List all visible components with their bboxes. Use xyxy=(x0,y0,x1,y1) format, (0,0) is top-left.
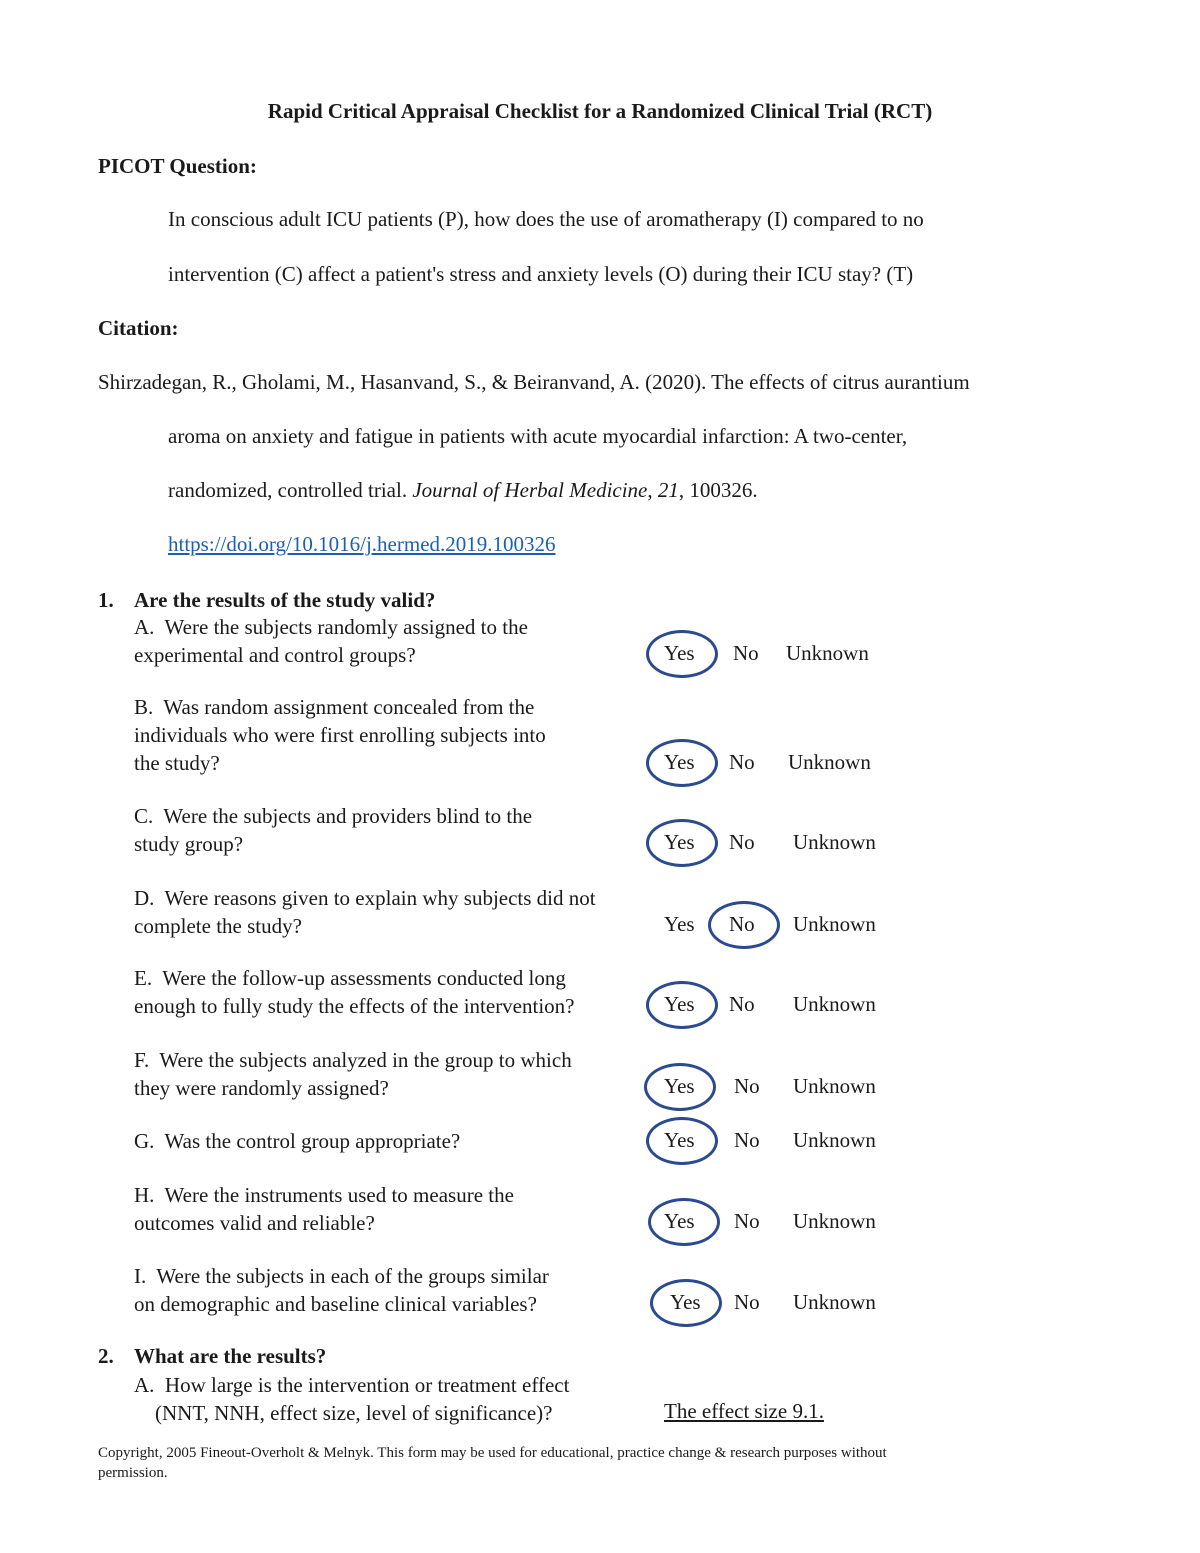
section-2-heading: What are the results? xyxy=(134,1344,327,1368)
journal-name: Journal of Herbal Medicine xyxy=(412,478,648,502)
selected-answer-circle xyxy=(650,1279,722,1327)
question-text: Was the control group appropriate? xyxy=(164,1129,461,1153)
selected-answer-circle xyxy=(646,1117,718,1165)
question-1e xyxy=(134,964,575,1020)
doi-link[interactable]: https://doi.org/10.1016/j.hermed.2019.100326 xyxy=(168,532,556,556)
question-1c xyxy=(134,802,532,858)
answer-no[interactable]: No xyxy=(729,830,755,854)
picot-heading: PICOT Question: xyxy=(98,154,257,178)
question-letter: A. xyxy=(134,615,155,639)
footer-line-1: Copyright, 2005 Fineout-Overholt & Melnyk. This form may be used for educational, practice change & research purposes without xyxy=(98,1445,887,1461)
answer-yes[interactable]: Yes xyxy=(664,912,695,936)
citation-comma: , xyxy=(647,478,658,502)
footer-line-2: permission. xyxy=(98,1465,168,1481)
answer-yes[interactable]: Yes xyxy=(664,750,695,774)
answer-unknown[interactable]: Unknown xyxy=(793,1074,876,1098)
answer-no[interactable]: No xyxy=(729,992,755,1016)
question-text: enough to fully study the effects of the intervention? xyxy=(134,994,575,1018)
question-text: Were the subjects in each of the groups similar xyxy=(156,1264,549,1288)
answer-yes[interactable]: Yes xyxy=(664,992,695,1016)
answer-no[interactable]: No xyxy=(729,912,755,936)
citation-heading: Citation: xyxy=(98,316,179,340)
answer-yes[interactable]: Yes xyxy=(664,830,695,854)
answer-no[interactable]: No xyxy=(734,1209,760,1233)
selected-answer-circle xyxy=(646,819,718,867)
question-text: study group? xyxy=(134,832,244,856)
question-text: Were the follow-up assessments conducted long xyxy=(162,966,566,990)
question-text: on demographic and baseline clinical variables? xyxy=(134,1292,537,1316)
question-text: Was random assignment concealed from the xyxy=(163,695,535,719)
answer-unknown[interactable]: Unknown xyxy=(788,750,871,774)
question-letter: D. xyxy=(134,886,155,910)
section-1-number: 1. xyxy=(98,588,114,612)
question-letter: B. xyxy=(134,695,154,719)
answer-unknown[interactable]: Unknown xyxy=(793,912,876,936)
question-2a xyxy=(134,1371,569,1427)
answer-no[interactable]: No xyxy=(734,1128,760,1152)
question-letter: G. xyxy=(134,1129,155,1153)
citation-line-3 xyxy=(168,478,758,503)
section-1-heading: Are the results of the study valid? xyxy=(134,588,436,612)
question-text: Were reasons given to explain why subjects did not xyxy=(164,886,596,910)
selected-answer-circle xyxy=(648,1198,720,1246)
citation-line-3-post: , 100326. xyxy=(678,478,758,502)
question-letter: A. xyxy=(134,1373,155,1397)
question-1f xyxy=(134,1046,572,1102)
question-1h xyxy=(134,1181,514,1237)
selected-answer-circle xyxy=(644,1063,716,1111)
selected-answer-circle xyxy=(646,981,718,1029)
question-text: complete the study? xyxy=(134,914,302,938)
document-title: Rapid Critical Appraisal Checklist for a Randomized Clinical Trial (RCT) xyxy=(267,99,933,123)
answer-yes[interactable]: Yes xyxy=(664,641,695,665)
question-letter: H. xyxy=(134,1183,155,1207)
answer-yes[interactable]: Yes xyxy=(670,1290,701,1314)
question-1b xyxy=(134,693,546,777)
question-letter: E. xyxy=(134,966,153,990)
answer-unknown[interactable]: Unknown xyxy=(793,830,876,854)
question-1a xyxy=(134,613,528,669)
answer-yes[interactable]: Yes xyxy=(664,1209,695,1233)
selected-answer-circle xyxy=(708,901,780,949)
question-text: Were the subjects randomly assigned to the xyxy=(164,615,528,639)
question-letter: C. xyxy=(134,804,154,828)
question-text: Were the subjects analyzed in the group to which xyxy=(159,1048,572,1072)
question-text: they were randomly assigned? xyxy=(134,1076,389,1100)
question-1d xyxy=(134,884,596,940)
question-letter: I. xyxy=(134,1264,147,1288)
question-text: Were the instruments used to measure the xyxy=(164,1183,514,1207)
question-text: experimental and control groups? xyxy=(134,643,416,667)
question-text: How large is the intervention or treatment effect xyxy=(164,1373,570,1397)
section-2-number: 2. xyxy=(98,1344,114,1368)
picot-line-2: intervention (C) affect a patient's stress and anxiety levels (O) during their ICU stay? (T) xyxy=(168,262,914,286)
question-letter: F. xyxy=(134,1048,150,1072)
copyright-footer xyxy=(98,1443,887,1483)
answer-no[interactable]: No xyxy=(729,750,755,774)
selected-answer-circle xyxy=(646,630,718,678)
citation-line-1: Shirzadegan, R., Gholami, M., Hasanvand, S., & Beiranvand, A. (2020). The effects of citrus aurantium xyxy=(98,370,970,394)
answer-no[interactable]: No xyxy=(734,1074,760,1098)
question-1g xyxy=(134,1127,460,1155)
question-text: (NNT, NNH, effect size, level of significance)? xyxy=(155,1401,553,1425)
question-text: individuals who were first enrolling subjects into xyxy=(134,723,546,747)
question-1i xyxy=(134,1262,549,1318)
effect-size-answer: The effect size 9.1. xyxy=(664,1399,824,1423)
question-text: Were the subjects and providers blind to the xyxy=(163,804,533,828)
citation-line-2: aroma on anxiety and fatigue in patients with acute myocardial infarction: A two-center, xyxy=(168,424,908,448)
answer-unknown[interactable]: Unknown xyxy=(786,641,869,665)
selected-answer-circle xyxy=(646,739,718,787)
question-text: the study? xyxy=(134,751,220,775)
answer-yes[interactable]: Yes xyxy=(664,1128,695,1152)
picot-line-1: In conscious adult ICU patients (P), how does the use of aromatherapy (I) compared to no xyxy=(168,207,924,231)
answer-unknown[interactable]: Unknown xyxy=(793,1209,876,1233)
answer-unknown[interactable]: Unknown xyxy=(793,992,876,1016)
answer-unknown[interactable]: Unknown xyxy=(793,1290,876,1314)
question-text: outcomes valid and reliable? xyxy=(134,1211,375,1235)
answer-no[interactable]: No xyxy=(733,641,759,665)
answer-no[interactable]: No xyxy=(734,1290,760,1314)
journal-volume: 21 xyxy=(657,478,679,502)
answer-unknown[interactable]: Unknown xyxy=(793,1128,876,1152)
answer-yes[interactable]: Yes xyxy=(664,1074,695,1098)
citation-line-3-pre: randomized, controlled trial. xyxy=(168,478,413,502)
